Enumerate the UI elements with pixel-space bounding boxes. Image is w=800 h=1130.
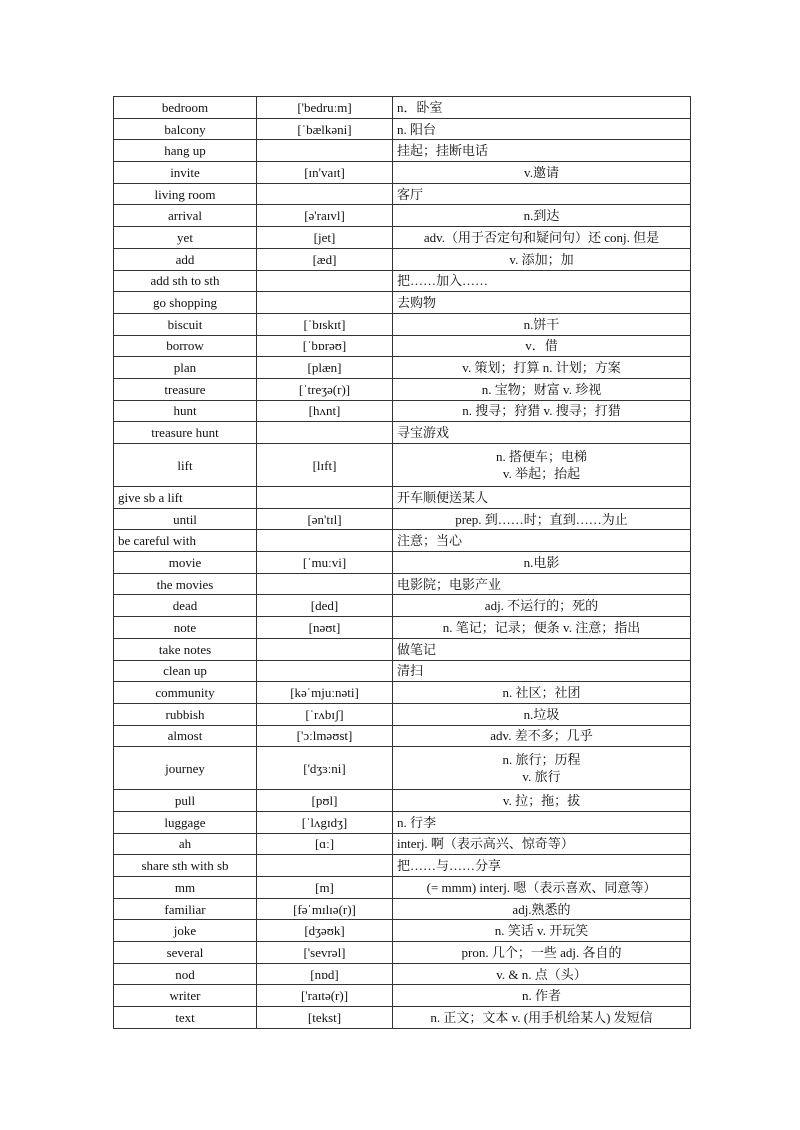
word-cell: clean up [114,660,257,682]
vocab-row [114,444,691,487]
meaning-line: n. 作者 [521,988,561,1004]
meaning-cell [393,97,691,119]
phonetic-cell [257,292,393,314]
meaning-cell [393,248,691,270]
vocab-row [114,378,691,400]
meaning-cell [393,487,691,509]
phonetic-cell: ['sevrəl] [257,942,393,964]
word-cell: mm [114,877,257,899]
meaning-line: n. 搜寻；狩猎 v. 搜寻；打猎 [462,403,621,419]
meaning-line: 把……加入…… [397,273,489,289]
word-cell: familiar [114,898,257,920]
meaning-cell [393,638,691,660]
meaning-cell [393,357,691,379]
meaning-line: n．卧室 [397,99,443,115]
word-cell: yet [114,227,257,249]
word-cell: rubbish [114,703,257,725]
phonetic-cell: [æd] [257,248,393,270]
meaning-line: n.垃圾 [523,706,560,722]
word-cell: joke [114,920,257,942]
phonetic-cell [257,660,393,682]
word-cell: movie [114,552,257,574]
word-cell: invite [114,162,257,184]
meaning-cell [393,877,691,899]
phonetic-cell [257,270,393,292]
meaning-line: 去购物 [397,295,437,311]
vocab-row [114,292,691,314]
vocab-row [114,617,691,639]
meaning-line: n. 行李 [397,814,437,830]
word-cell: arrival [114,205,257,227]
word-cell: take notes [114,638,257,660]
vocab-row [114,335,691,357]
word-cell: give sb a lift [114,487,257,509]
phonetic-cell: [ded] [257,595,393,617]
word-cell: lift [114,444,257,487]
meaning-line: n. 社区；社团 [502,685,581,701]
phonetic-cell: [jet] [257,227,393,249]
meaning-line: 电影院；电影产业 [397,576,502,592]
phonetic-cell: [ˈtreʒə(r)] [257,378,393,400]
meaning-line: v. 旅行 [522,769,561,785]
vocab-row [114,183,691,205]
meaning-cell [393,682,691,704]
phonetic-cell: ['dʒɜːni] [257,747,393,790]
meaning-cell [393,292,691,314]
phonetic-cell [257,422,393,444]
meaning-cell [393,162,691,184]
meaning-line: (= mmm) interj. 嗯（表示喜欢、同意等） [426,879,657,895]
meaning-line: 开车顺便送某人 [397,489,489,505]
phonetic-cell: [fəˈmɪlɪə(r)] [257,898,393,920]
meaning-cell [393,530,691,552]
meaning-cell [393,898,691,920]
vocabulary-table-body [114,97,691,1029]
vocab-row [114,963,691,985]
word-cell: be careful with [114,530,257,552]
phonetic-cell: [ˈbælkəni] [257,118,393,140]
meaning-line: v. & n. 点（头） [496,966,587,982]
vocab-row [114,942,691,964]
phonetic-cell: [ˈbɒrəʊ] [257,335,393,357]
phonetic-cell [257,855,393,877]
phonetic-cell: [dʒəʊk] [257,920,393,942]
vocab-row [114,595,691,617]
meaning-cell [393,335,691,357]
phonetic-cell [257,573,393,595]
meaning-line: n. 搭便车；电梯 [495,449,587,464]
meaning-line: v. 举起；抬起 [502,466,581,481]
meaning-cell [393,378,691,400]
phonetic-cell: [m] [257,877,393,899]
meaning-cell [393,660,691,682]
meaning-line: v.邀请 [524,164,559,180]
meaning-line: n. 宝物；财富 v. 珍视 [481,381,602,397]
meaning-line: v．借 [525,338,558,354]
vocab-row [114,248,691,270]
word-cell: biscuit [114,313,257,335]
vocab-row [114,487,691,509]
vocab-row [114,703,691,725]
word-cell: bedroom [114,97,257,119]
vocab-row [114,162,691,184]
meaning-line: 做笔记 [397,641,437,657]
meaning-cell [393,270,691,292]
meaning-line: 客厅 [397,186,424,202]
word-cell: add [114,248,257,270]
word-cell: plan [114,357,257,379]
vocab-row [114,660,691,682]
meaning-cell [393,508,691,530]
phonetic-cell: [nɒd] [257,963,393,985]
vocab-row [114,638,691,660]
phonetic-cell: [hʌnt] [257,400,393,422]
vocab-row [114,552,691,574]
vocab-row [114,573,691,595]
vocab-row [114,97,691,119]
meaning-cell [393,985,691,1007]
word-cell: nod [114,963,257,985]
vocab-row [114,985,691,1007]
meaning-cell [393,703,691,725]
vocab-row [114,313,691,335]
meaning-cell [393,920,691,942]
word-cell: several [114,942,257,964]
phonetic-cell: [pʊl] [257,790,393,812]
word-cell: share sth with sb [114,855,257,877]
meaning-line: n.电影 [523,554,560,570]
vocab-row [114,682,691,704]
meaning-line: v. 策划；打算 n. 计划；方案 [462,360,621,376]
meaning-line: v. 添加；加 [509,251,574,267]
word-cell: borrow [114,335,257,357]
vocab-row [114,422,691,444]
meaning-line: n. 旅行；历程 [502,752,581,768]
word-cell: dead [114,595,257,617]
meaning-cell [393,118,691,140]
vocab-row [114,205,691,227]
meaning-line: pron. 几个；一些 adj. 各自的 [461,944,622,960]
meaning-line: n. 阳台 [397,121,437,137]
meaning-cell [393,725,691,747]
meaning-line: adj. 不运行的；死的 [484,598,599,614]
vocab-row [114,1007,691,1029]
meaning-line: v. 拉；拖；拔 [502,793,581,809]
meaning-line: prep. 到……时；直到……为止 [455,511,628,527]
vocab-row [114,270,691,292]
vocab-row [114,855,691,877]
phonetic-cell: [tekst] [257,1007,393,1029]
meaning-cell [393,595,691,617]
phonetic-cell: [lɪft] [257,444,393,487]
word-cell: the movies [114,573,257,595]
vocab-row [114,920,691,942]
phonetic-cell: [ˈbɪskɪt] [257,313,393,335]
word-cell: text [114,1007,257,1029]
meaning-line: interj. 啊（表示高兴、惊奇等） [397,836,574,852]
meaning-line: n. 笑话 v. 开玩笑 [494,923,589,939]
phonetic-cell [257,183,393,205]
meaning-cell [393,963,691,985]
meaning-cell [393,227,691,249]
vocab-row [114,400,691,422]
meaning-line: n. 正文；文本 v. (用手机给某人) 发短信 [430,1009,653,1025]
phonetic-cell: [nəʊt] [257,617,393,639]
word-cell: add sth to sth [114,270,257,292]
phonetic-cell: [plæn] [257,357,393,379]
meaning-cell [393,205,691,227]
word-cell: community [114,682,257,704]
phonetic-cell: ['raɪtə(r)] [257,985,393,1007]
vocab-row [114,140,691,162]
vocab-row [114,227,691,249]
meaning-line: 寻宝游戏 [397,425,450,441]
word-cell: until [114,508,257,530]
vocab-row [114,747,691,790]
phonetic-cell: [ə'raɪvl] [257,205,393,227]
phonetic-cell: [ˈmuːvi] [257,552,393,574]
vocabulary-table [113,96,691,1029]
meaning-cell [393,400,691,422]
word-cell: pull [114,790,257,812]
vocab-row [114,811,691,833]
vocab-row [114,790,691,812]
phonetic-cell: [ən'tɪl] [257,508,393,530]
meaning-cell [393,444,691,487]
word-cell: hang up [114,140,257,162]
word-cell: balcony [114,118,257,140]
word-cell: hunt [114,400,257,422]
word-cell: treasure [114,378,257,400]
word-cell: go shopping [114,292,257,314]
meaning-line: 把……与……分享 [397,858,502,874]
vocab-row [114,725,691,747]
meaning-cell [393,573,691,595]
word-cell: luggage [114,811,257,833]
word-cell: almost [114,725,257,747]
phonetic-cell: [ˈrʌbɪʃ] [257,703,393,725]
phonetic-cell: [ˈlʌgɪdʒ] [257,811,393,833]
word-cell: living room [114,183,257,205]
meaning-line: adv. 差不多；几乎 [490,728,593,744]
meaning-line: 注意；当心 [397,533,463,549]
meaning-cell [393,790,691,812]
meaning-line: n. 笔记；记录；便条 v. 注意；指出 [442,619,641,635]
word-cell: ah [114,833,257,855]
vocab-row [114,877,691,899]
meaning-cell [393,422,691,444]
vocab-row [114,530,691,552]
phonetic-cell [257,530,393,552]
meaning-cell [393,747,691,790]
word-cell: writer [114,985,257,1007]
word-cell: journey [114,747,257,790]
meaning-cell [393,183,691,205]
meaning-cell [393,1007,691,1029]
meaning-cell [393,140,691,162]
meaning-cell [393,855,691,877]
meaning-cell [393,552,691,574]
vocab-row [114,833,691,855]
vocab-row [114,898,691,920]
meaning-line: 清扫 [397,663,424,679]
word-cell: note [114,617,257,639]
phonetic-cell [257,140,393,162]
meaning-line: adj.熟悉的 [512,901,571,917]
phonetic-cell: [ɪn'vaɪt] [257,162,393,184]
meaning-cell [393,313,691,335]
phonetic-cell: [kəˈmjuːnəti] [257,682,393,704]
vocab-row [114,118,691,140]
meaning-line: 挂起；挂断电话 [397,143,489,159]
phonetic-cell: ['ɔːlməʊst] [257,725,393,747]
word-cell: treasure hunt [114,422,257,444]
vocab-row [114,357,691,379]
phonetic-cell [257,638,393,660]
meaning-line: n.饼干 [523,316,560,332]
meaning-cell [393,942,691,964]
phonetic-cell: [ɑː] [257,833,393,855]
vocab-row [114,508,691,530]
meaning-cell [393,811,691,833]
meaning-cell [393,833,691,855]
meaning-line: adv.（用于否定句和疑问句）还 conj. 但是 [423,229,660,245]
phonetic-cell [257,487,393,509]
phonetic-cell: ['bedruːm] [257,97,393,119]
meaning-line: n.到达 [523,208,560,224]
meaning-cell [393,617,691,639]
